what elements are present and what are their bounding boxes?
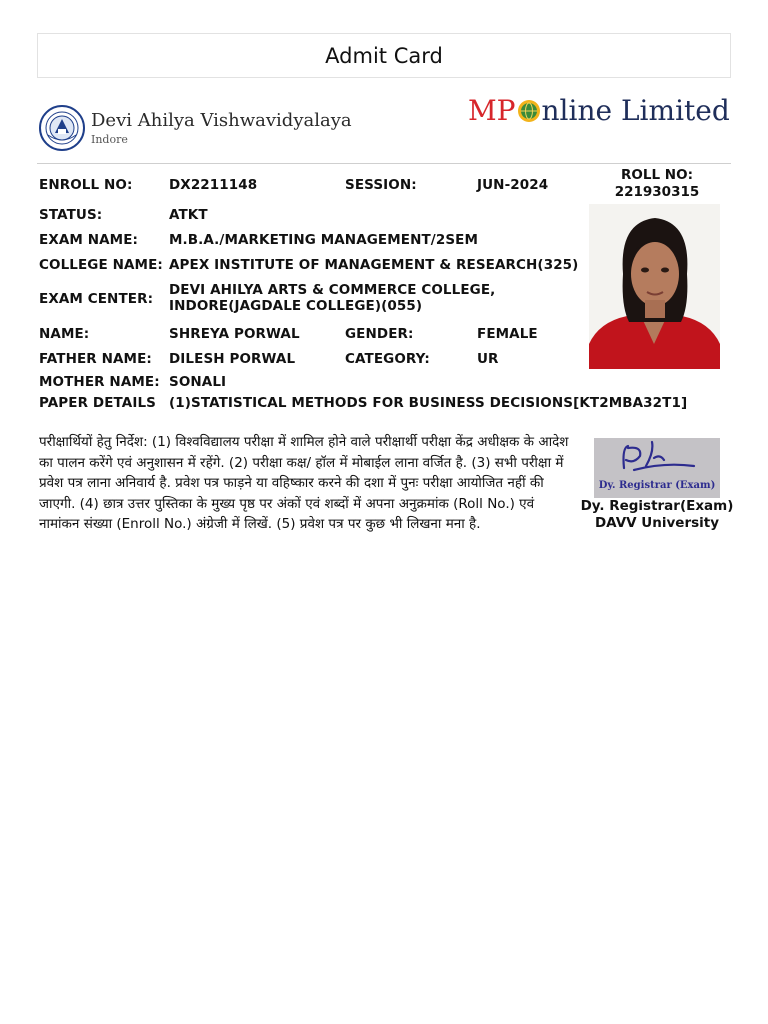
globe-icon bbox=[517, 99, 541, 123]
university-logo bbox=[39, 105, 352, 151]
mponline-logo-part2: nline Limited bbox=[541, 94, 730, 127]
category-label: CATEGORY: bbox=[345, 351, 430, 367]
paper-details-value: (1)STATISTICAL METHODS FOR BUSINESS DECISIONS[KT2MBA32T1] bbox=[169, 395, 688, 411]
session-label: SESSION: bbox=[345, 177, 417, 193]
roll-label: ROLL NO: bbox=[621, 167, 693, 183]
signature-caption-line-2: DAVV University bbox=[594, 515, 720, 531]
mother-name-label: MOTHER NAME: bbox=[39, 374, 160, 390]
header-divider bbox=[37, 163, 731, 164]
mponline-logo-part1: MP bbox=[468, 94, 516, 127]
college-name-label: COLLEGE NAME: bbox=[39, 257, 163, 273]
father-name-value: DILESH PORWAL bbox=[169, 351, 296, 367]
name-label: NAME: bbox=[39, 326, 90, 342]
category-value: UR bbox=[477, 351, 499, 367]
exam-name-value: M.B.A./MARKETING MANAGEMENT/2SEM bbox=[169, 232, 479, 248]
roll-number-block bbox=[594, 167, 720, 201]
candidate-photo bbox=[589, 204, 720, 369]
admit-card-title: Admit Card bbox=[37, 33, 731, 78]
exam-center-label: EXAM CENTER: bbox=[39, 291, 154, 307]
gender-label: GENDER: bbox=[345, 326, 414, 342]
status-value: ATKT bbox=[169, 207, 208, 223]
mother-name-value: SONALI bbox=[169, 374, 227, 390]
name-value: SHREYA PORWAL bbox=[169, 326, 300, 342]
registrar-signature bbox=[594, 438, 720, 498]
mponline-logo bbox=[468, 94, 730, 127]
enroll-value: DX2211148 bbox=[169, 177, 258, 193]
university-seal-icon bbox=[39, 105, 85, 151]
gender-value: FEMALE bbox=[477, 326, 538, 342]
exam-center-line-1: DEVI AHILYA ARTS & COMMERCE COLLEGE, bbox=[169, 282, 496, 298]
university-name: Devi Ahilya Vishwavidyalaya bbox=[91, 109, 352, 131]
university-city: Indore bbox=[91, 132, 128, 146]
roll-value: 221930315 bbox=[614, 184, 700, 200]
enroll-label: ENROLL NO: bbox=[39, 177, 133, 193]
paper-details-label: PAPER DETAILS bbox=[39, 395, 156, 411]
registrar-stamp-text: Dy. Registrar (Exam) bbox=[598, 480, 716, 491]
status-label: STATUS: bbox=[39, 207, 103, 223]
exam-instructions: परीक्षार्थियों हेतु निर्देश: (1) विश्वविद्यालय परीक्षा में शामिल होने वाले परीक्षार्थी परीक्षा केंद्र अधीक्षक के आदेश का पालन करेंगे एवं अनुशासन में रहेंगे. (2) परीक्षा कक्ष/ हॉल में मोबाईल लाना वर्जित है. (3) सभी परीक्षा में प्रवेश पत्र लाना अनिवार्य है. प्रवेश पत्र फाड़ने या वहिष्कार करने की दशा में पुनः परीक्षा आयोजित नहीं की जाएगी. (4) छात्र उत्तर पुस्तिका के मुख्य पृष्ठ पर अंकों एवं शब्दों में अपना अनुक्रमांक (Roll No.) एवं नामांकन संख्या (Enroll No.) अंग्रेजी में लिखें. (5) प्रवेश पत्र पर कुछ भी लिखना मना है. bbox=[39, 434, 569, 532]
exam-center-value bbox=[169, 282, 495, 314]
signature-caption bbox=[580, 498, 734, 532]
session-value: JUN-2024 bbox=[477, 177, 549, 193]
exam-name-label: EXAM NAME: bbox=[39, 232, 139, 248]
signature-caption-line-1: Dy. Registrar(Exam) bbox=[580, 498, 734, 514]
father-name-label: FATHER NAME: bbox=[39, 351, 152, 367]
exam-center-line-2: INDORE(JAGDALE COLLEGE)(055) bbox=[169, 298, 423, 314]
college-name-value: APEX INSTITUTE OF MANAGEMENT & RESEARCH(325) bbox=[169, 257, 579, 273]
